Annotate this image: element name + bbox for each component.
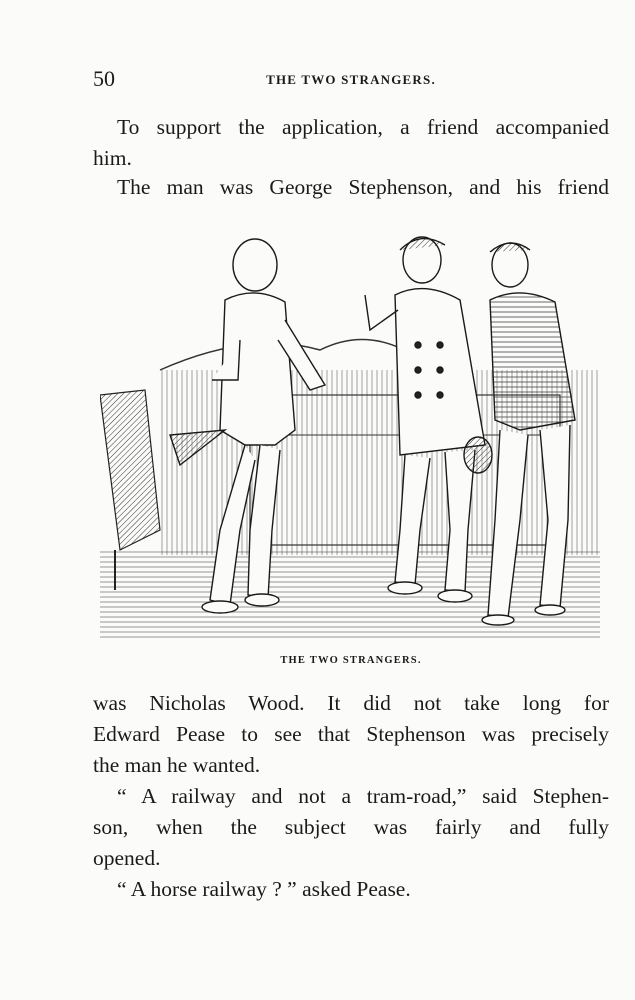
text-line: son, when the subject was fairly and fully — [93, 815, 609, 839]
text-line: “ A horse railway ? ” asked Pease. — [117, 877, 411, 901]
page-header — [93, 66, 609, 96]
engraving-drawing — [100, 230, 600, 640]
text-line: The man was George Stephenson, and his friend — [117, 175, 609, 199]
text-line: “ A railway and not a tram-road,” said Stephen- — [117, 784, 609, 808]
paragraph-3 — [93, 688, 609, 781]
text-line: him. — [93, 146, 132, 170]
engraving-illustration — [100, 230, 600, 640]
text-line: was Nicholas Wood. It did not take long for — [93, 691, 609, 715]
text-line: To support the application, a friend accompanied — [117, 115, 609, 139]
paragraph-1 — [93, 112, 609, 174]
text-line: Edward Pease to see that Stephenson was precisely — [93, 722, 609, 746]
text-line: the man he wanted. — [93, 753, 261, 777]
running-head: THE TWO STRANGERS. — [266, 72, 436, 87]
paragraph-5 — [93, 874, 609, 905]
page-number: 50 — [93, 66, 115, 91]
text-line: opened. — [93, 846, 161, 870]
figure-caption: THE TWO STRANGERS. — [280, 655, 422, 666]
paragraph-4 — [93, 781, 609, 874]
paragraph-2 — [93, 172, 609, 203]
